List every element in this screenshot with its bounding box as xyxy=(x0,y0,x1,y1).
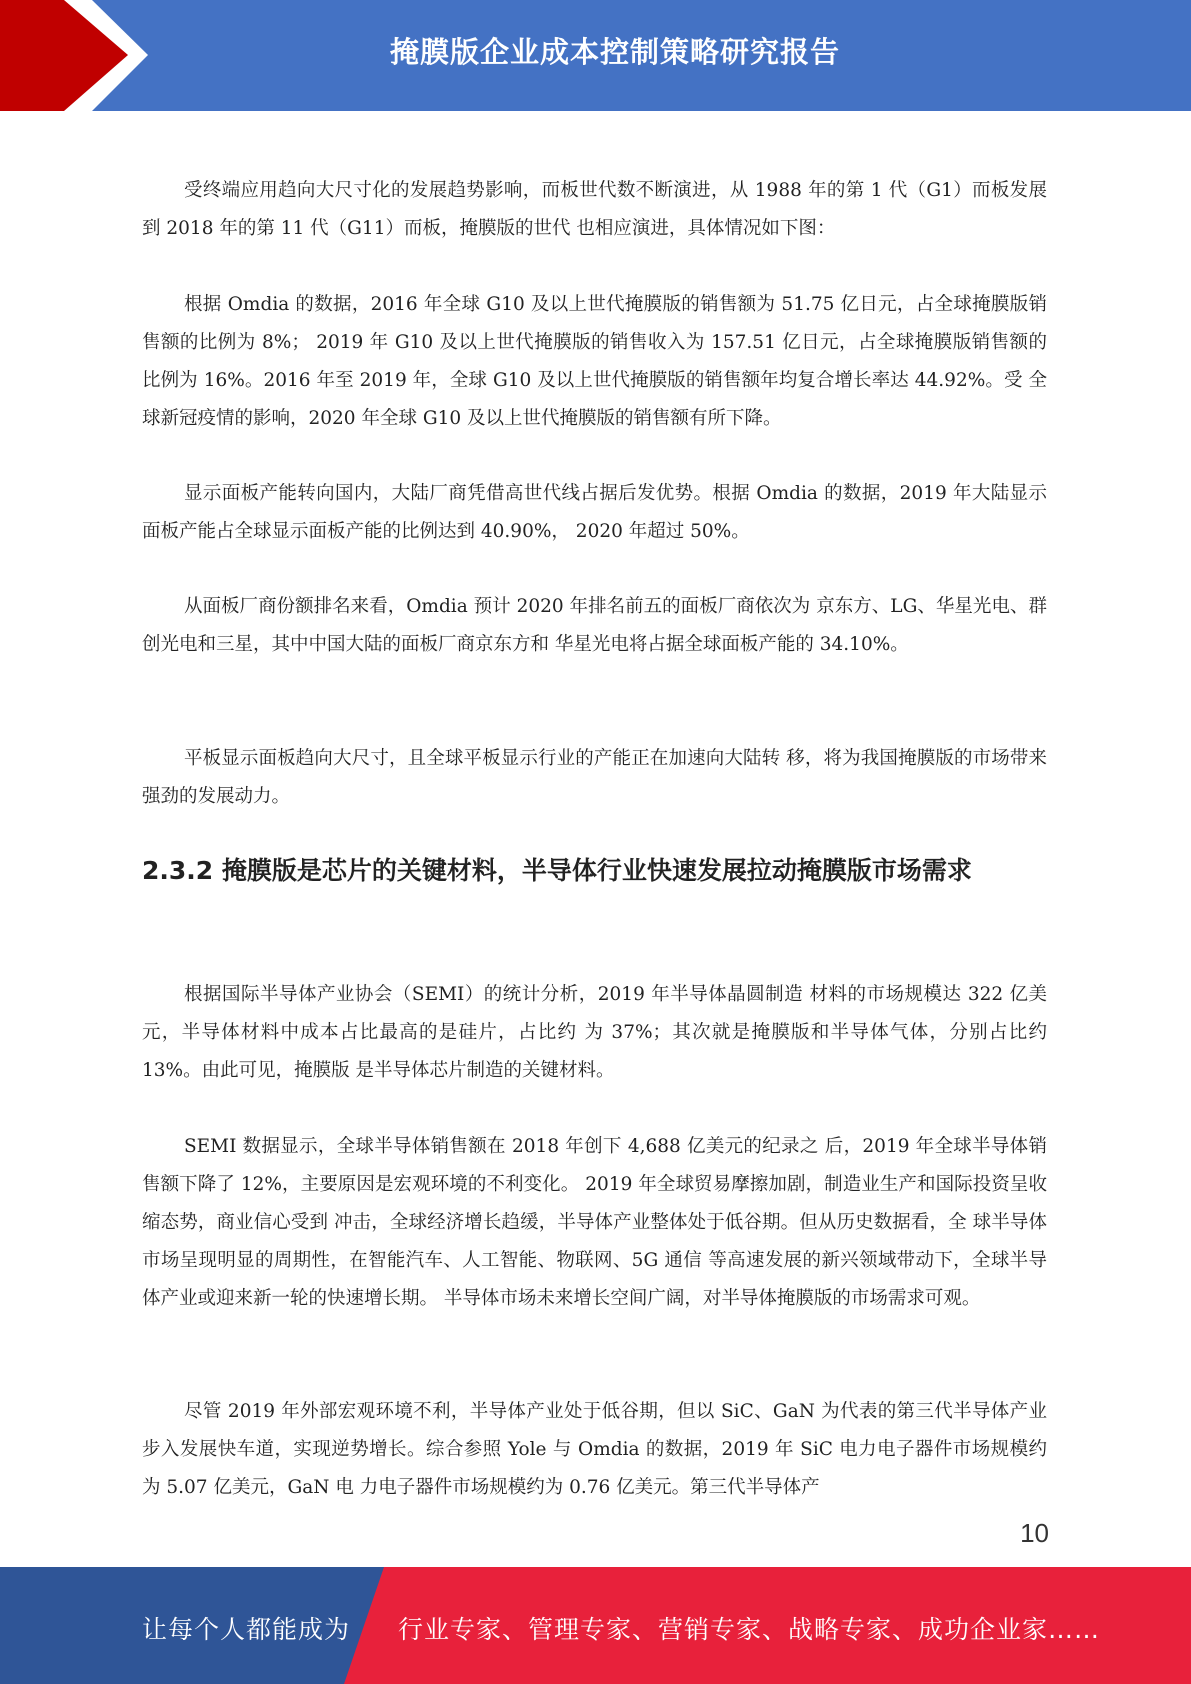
footer-slogan-left: 让每个人都能成为 xyxy=(142,1615,351,1644)
paragraph-g10-sales: 根据 Omdia 的数据，2016 年全球 G10 及以上世代掩膜版的销售额为 51.75 亿日元，占全球掩膜版销售额的比例为 8%； 2019 年 G10 及以上世代掩膜版的销售收入为 157.51 亿日元，占全球掩膜版销售额的比例为 16%。2016 年至 2019 年，全球 G10 及以上世代掩膜版的销售额年均复合增长率达 44.92%。受 全球新冠疫情的影响，2020 年全球 G10 及以上世代掩膜版的销售额有所下降。 xyxy=(142,294,1047,429)
paragraph-panel-ranking: 从面板厂商份额排名来看，Omdia 预计 2020 年排名前五的面板厂商依次为 京东方、LG、华星光电、群创光电和三星，其中中国大陆的面板厂商京东方和 华星光电将占据全球面板产能的 34.10%。 xyxy=(142,596,1047,655)
page-footer xyxy=(0,1567,1191,1684)
paragraph-large-size-trend: 平板显示面板趋向大尺寸，且全球平板显示行业的产能正在加速向大陆转 移，将为我国掩膜版的市场带来强劲的发展动力。 xyxy=(142,748,1047,807)
paragraph-mainland-capacity: 显示面板产能转向国内，大陆厂商凭借高世代线占据后发优势。根据 Omdia 的数据，2019 年大陆显示面板产能占全球显示面板产能的比例达到 40.90%， 2020 年超过 50%。 xyxy=(142,483,1047,542)
paragraph-semi-sales: SEMI 数据显示，全球半导体销售额在 2018 年创下 4,688 亿美元的纪录之 后，2019 年全球半导体销售额下降了 12%，主要原因是宏观环境的不利变化。 2019 年全球贸易摩擦加剧，制造业生产和国际投资呈收缩态势，商业信心受到 冲击，全球经济增长趋缓，半导体产业整体处于低谷期。但从历史数据看，全 球半导体市场呈现明显的周期性，在智能汽车、人工智能、物联网、5G 通信 等高速发展的新兴领域带动下，全球半导体产业或迎来新一轮的快速增长期。 半导体市场未来增长空间广阔，对半导体掩膜版的市场需求可观。 xyxy=(142,1136,1047,1309)
paragraph-third-gen-semiconductor: 尽管 2019 年外部宏观环境不利，半导体产业处于低谷期，但以 SiC、GaN 为代表的第三代半导体产业步入发展快车道，实现逆势增长。综合参照 Yole 与 Omdia 的数据，2019 年 SiC 电力电子器件市场规模约为 5.07 亿美元，GaN 电 力电子器件市场规模约为 0.76 亿美元。第三代半导体产 xyxy=(142,1401,1047,1498)
page-number: 10 xyxy=(1020,1518,1049,1548)
document-title: 掩膜版企业成本控制策略研究报告 xyxy=(389,35,840,69)
paragraph-panel-generations: 受终端应用趋向大尺寸化的发展趋势影响，而板世代数不断演进，从 1988 年的第 1 代（G1）而板发展到 2018 年的第 11 代（G11）而板，掩膜版的世代 也相应演进，具体情况如下图： xyxy=(142,180,1047,239)
paragraph-semi-materials: 根据国际半导体产业协会（SEMI）的统计分析，2019 年半导体晶圆制造 材料的市场规模达 322 亿美元，半导体材料中成本占比最高的是硅片，占比约 为 37%；其次就是掩膜版和半导体气体，分别占比约 13%。由此可见，掩膜版 是半导体芯片制造的关键材料。 xyxy=(142,984,1047,1081)
footer-slogan-right: 行业专家、管理专家、营销专家、战略专家、成功企业家…… xyxy=(398,1615,1101,1644)
page-header xyxy=(0,0,1191,111)
section-heading-2-3-2: 2.3.2 掩膜版是芯片的关键材料，半导体行业快速发展拉动掩膜版市场需求 xyxy=(142,856,972,885)
